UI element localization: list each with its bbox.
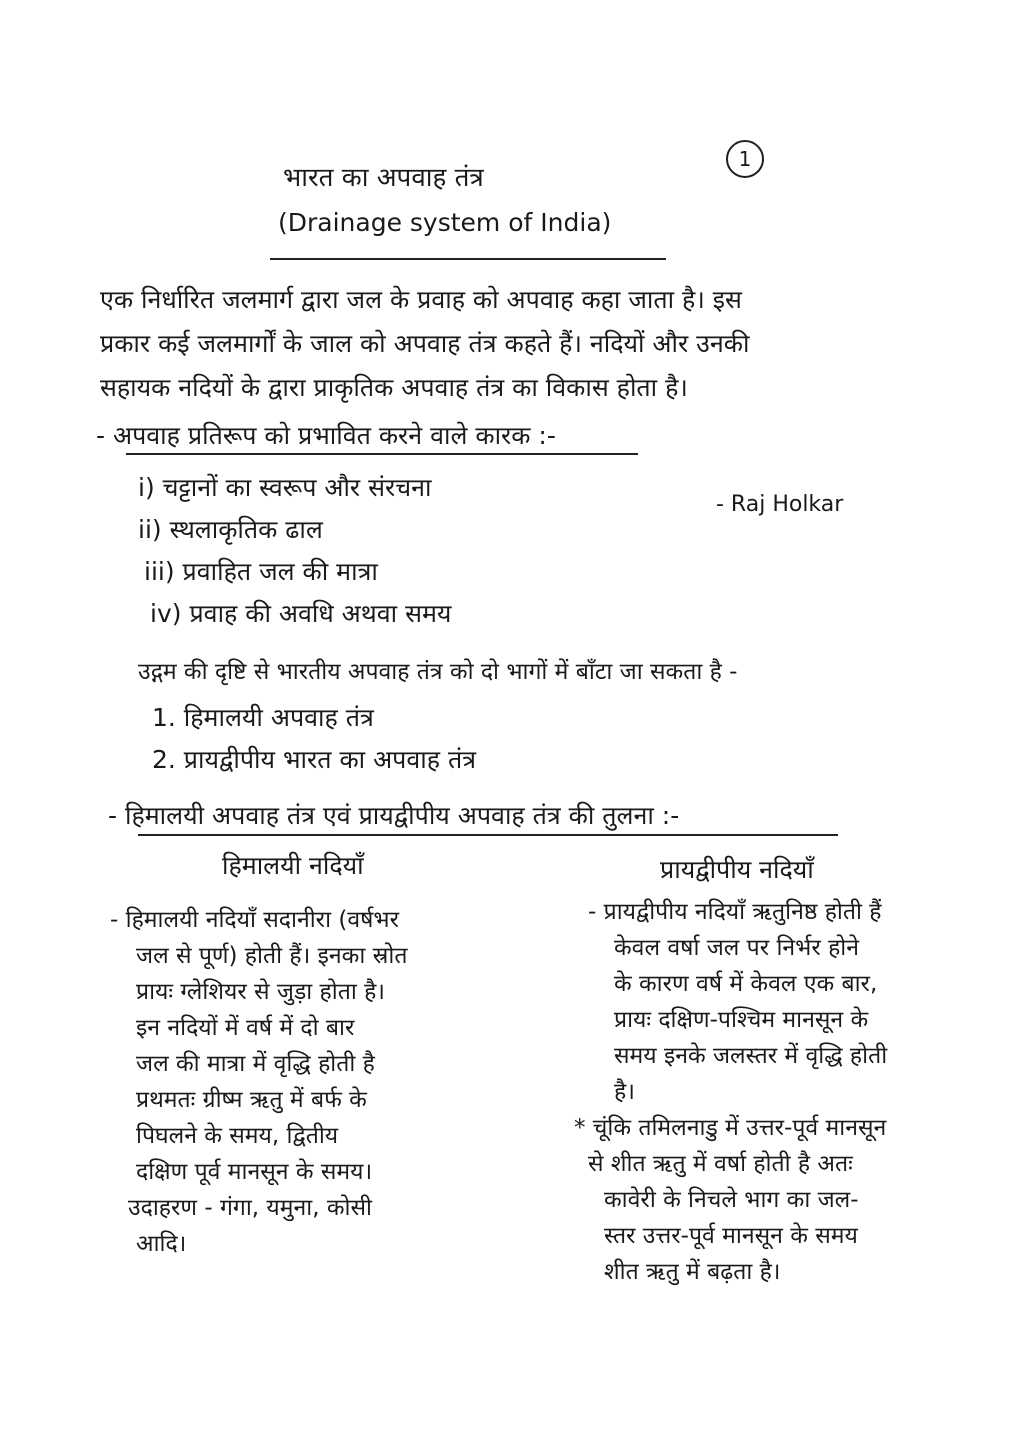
origin-text: उद्गम की दृष्टि से भारतीय अपवाह तंत्र को दो भागों में बाँटा जा सकता है -: [138, 659, 738, 685]
right-line: स्तर उत्तर-पूर्व मानसून के समय: [604, 1223, 858, 1249]
left-line: उदाहरण - गंगा, यमुना, कोसी: [128, 1195, 372, 1221]
page-number: 1: [726, 140, 764, 178]
left-line: प्रायः ग्लेशियर से जुड़ा होता है।: [136, 979, 386, 1005]
left-column-title: हिमालयी नदियाँ: [222, 851, 364, 880]
left-line: - हिमालयी नदियाँ सदानीरा (वर्षभर: [110, 907, 399, 933]
left-line: पिघलने के समय, द्वितीय: [136, 1123, 339, 1149]
right-line: के कारण वर्ष में केवल एक बार,: [614, 971, 878, 997]
right-line: * चूंकि तमिलनाडु में उत्तर-पूर्व मानसून: [574, 1115, 887, 1141]
origin-item: 2. प्रायद्वीपीय भारत का अपवाह तंत्र: [152, 745, 477, 774]
left-line: जल की मात्रा में वृद्धि होती है: [136, 1051, 375, 1077]
comparison-underline: [138, 834, 838, 836]
left-line: जल से पूर्ण) होती हैं। इनका स्रोत: [136, 943, 408, 969]
right-line: है।: [614, 1079, 635, 1105]
factor-item: iii) प्रवाहित जल की मात्रा: [144, 557, 378, 586]
right-column: [574, 894, 1014, 1290]
intro-line: प्रकार कई जलमार्गों के जाल को अपवाह तंत्र कहते हैं। नदियों और उनकी: [100, 329, 750, 358]
left-line: इन नदियों में वर्ष में दो बार: [136, 1015, 355, 1041]
factor-item: i) चट्टानों का स्वरूप और संरचना: [138, 473, 432, 502]
factors-heading: - अपवाह प्रतिरूप को प्रभावित करने वाले कारक :-: [96, 421, 556, 450]
right-line: से शीत ऋतु में वर्षा होती है अतः: [588, 1151, 853, 1177]
page-subtitle: (Drainage system of India): [278, 208, 612, 237]
left-line: आदि।: [136, 1231, 187, 1257]
comparison-heading: - हिमालयी अपवाह तंत्र एवं प्रायद्वीपीय अपवाह तंत्र की तुलना :-: [108, 801, 680, 830]
factor-item: iv) प्रवाह की अवधि अथवा समय: [150, 599, 452, 628]
right-line: प्रायः दक्षिण-पश्चिम मानसून के: [614, 1007, 869, 1033]
page-title: भारत का अपवाह तंत्र: [283, 163, 484, 193]
factor-item: ii) स्थलाकृतिक ढाल: [138, 515, 323, 544]
origin-item: 1. हिमालयी अपवाह तंत्र: [152, 703, 374, 732]
left-line: प्रथमतः ग्रीष्म ऋतु में बर्फ के: [136, 1087, 367, 1113]
left-line: दक्षिण पूर्व मानसून के समय।: [136, 1159, 373, 1185]
intro-line: एक निर्धारित जलमार्ग द्वारा जल के प्रवाह को अपवाह कहा जाता है। इस: [100, 285, 742, 314]
intro-line: सहायक नदियों के द्वारा प्राकृतिक अपवाह तंत्र का विकास होता है।: [100, 373, 688, 402]
right-line: कावेरी के निचले भाग का जल-: [604, 1187, 859, 1213]
right-line: केवल वर्षा जल पर निर्भर होने: [614, 935, 860, 961]
author-signature: - Raj Holkar: [716, 492, 844, 517]
right-column-title: प्रायद्वीपीय नदियाँ: [660, 855, 814, 884]
factors-underline: [126, 453, 638, 455]
title-underline: [270, 258, 666, 260]
left-column: [110, 902, 530, 1262]
right-line: समय इनके जलस्तर में वृद्धि होती: [614, 1043, 888, 1069]
right-line: - प्रायद्वीपीय नदियाँ ऋतुनिष्ठ होती हैं: [588, 899, 882, 925]
right-line: शीत ऋतु में बढ़ता है।: [604, 1259, 781, 1285]
